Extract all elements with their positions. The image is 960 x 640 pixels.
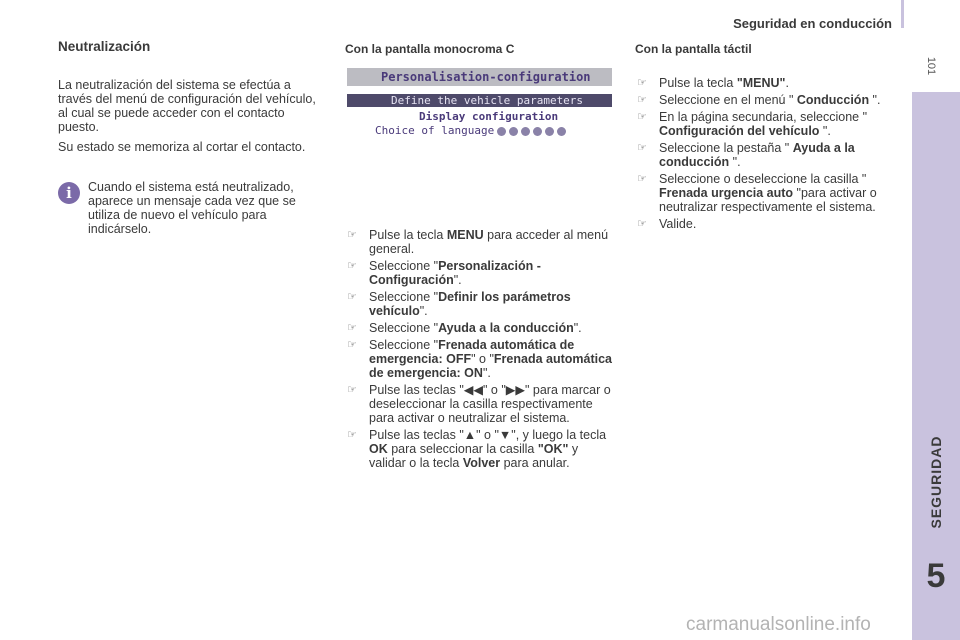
pointer-hand-icon: ☞ — [637, 218, 647, 230]
flag-icon — [545, 127, 554, 136]
pointer-hand-icon: ☞ — [347, 322, 357, 334]
flag-icon — [521, 127, 530, 136]
pointer-hand-icon: ☞ — [347, 291, 357, 303]
pointer-hand-icon: ☞ — [347, 339, 357, 351]
info-icon: i — [58, 182, 80, 204]
step-item: ☞ Pulse las teclas "▲" o "▼", y luego la tecla OK para seleccionar la casilla "OK" y validar o la tecla Volver para anular. — [347, 428, 607, 470]
chapter-label-box — [912, 392, 960, 572]
page-number: 101 — [925, 56, 937, 76]
pointer-hand-icon: ☞ — [347, 260, 357, 272]
monochrome-screen-image — [347, 68, 612, 148]
screen-language-line — [375, 124, 566, 138]
flag-icon — [509, 127, 518, 136]
pointer-hand-icon: ☞ — [347, 429, 357, 441]
column-monochrome-screen — [345, 42, 615, 473]
touchscreen-title: Con la pantalla táctil — [635, 42, 752, 56]
info-note — [58, 180, 328, 236]
step-item: ☞ Seleccione "Personalización - Configuración". — [347, 259, 541, 287]
step-item: ☞ Seleccione o deseleccione la casilla " Frenada urgencia auto "para activar o neutralizar respectivamente el sistema. — [637, 172, 877, 214]
step-item: ☞ Pulse la tecla "MENU". — [637, 76, 789, 90]
pointer-hand-icon: ☞ — [637, 77, 647, 89]
flag-icon — [497, 127, 506, 136]
touchscreen-steps — [635, 76, 905, 231]
paragraph-neutralization: La neutralización del sistema se efectúa a través del menú de configuración del vehículo, al cual se puede acceder con el contacto puesto. — [58, 78, 316, 134]
header-rule — [901, 0, 904, 28]
column-neutralization — [58, 40, 328, 236]
pointer-hand-icon: ☞ — [637, 111, 647, 123]
section-title: Neutralización — [58, 39, 151, 54]
screen-display-config: Display configuration — [419, 110, 559, 123]
flag-icon — [557, 127, 566, 136]
screen-language-text: Choice of language — [375, 124, 495, 137]
step-item: ☞ Seleccione en el menú " Conducción ". — [637, 93, 881, 107]
monochrome-title: Con la pantalla monocroma C — [345, 42, 515, 56]
flag-icon — [533, 127, 542, 136]
column-touch-screen — [635, 42, 905, 234]
step-item: ☞ Pulse las teclas "◀◀" o "▶▶" para marcar o deseleccionar la casilla respectivamente para activar o neutralizar el sistema. — [347, 383, 611, 425]
step-item: ☞ Seleccione "Definir los parámetros vehículo". — [347, 290, 571, 318]
chapter-label: SEGURIDAD — [928, 435, 944, 529]
monochrome-steps — [345, 228, 615, 470]
pointer-hand-icon: ☞ — [637, 142, 647, 154]
screen-menu-title: Personalisation-configuration — [347, 68, 612, 86]
info-text: Cuando el sistema está neutralizado, aparece un mensaje cada vez que se utiliza de nuevo el vehículo para indicárselo. — [88, 180, 296, 236]
step-item: ☞ Pulse la tecla MENU para acceder al menú general. — [347, 228, 609, 256]
pointer-hand-icon: ☞ — [637, 173, 647, 185]
page-header-title: Seguridad en conducción — [733, 16, 892, 31]
pointer-hand-icon: ☞ — [637, 94, 647, 106]
pointer-hand-icon: ☞ — [347, 384, 357, 396]
step-item: ☞ Seleccione "Frenada automática de emergencia: OFF" o "Frenada automática de emergencia: ON". — [347, 338, 612, 380]
pointer-hand-icon: ☞ — [347, 229, 357, 241]
language-flag-icons — [494, 124, 566, 138]
chapter-side-tab — [912, 92, 960, 640]
step-item: ☞ Seleccione "Ayuda a la conducción". — [347, 321, 582, 335]
watermark: carmanualsonline.info — [686, 614, 871, 635]
step-item: ☞ Seleccione la pestaña " Ayuda a la conducción ". — [637, 141, 855, 169]
step-item: ☞ En la página secundaria, seleccione " Configuración del vehículo ". — [637, 110, 868, 138]
chapter-number: 5 — [926, 557, 946, 595]
paragraph-memory: Su estado se memoriza al cortar el contacto. — [58, 140, 306, 154]
screen-selected-line: Define the vehicle parameters — [347, 94, 612, 107]
step-item: ☞ Valide. — [637, 217, 697, 231]
